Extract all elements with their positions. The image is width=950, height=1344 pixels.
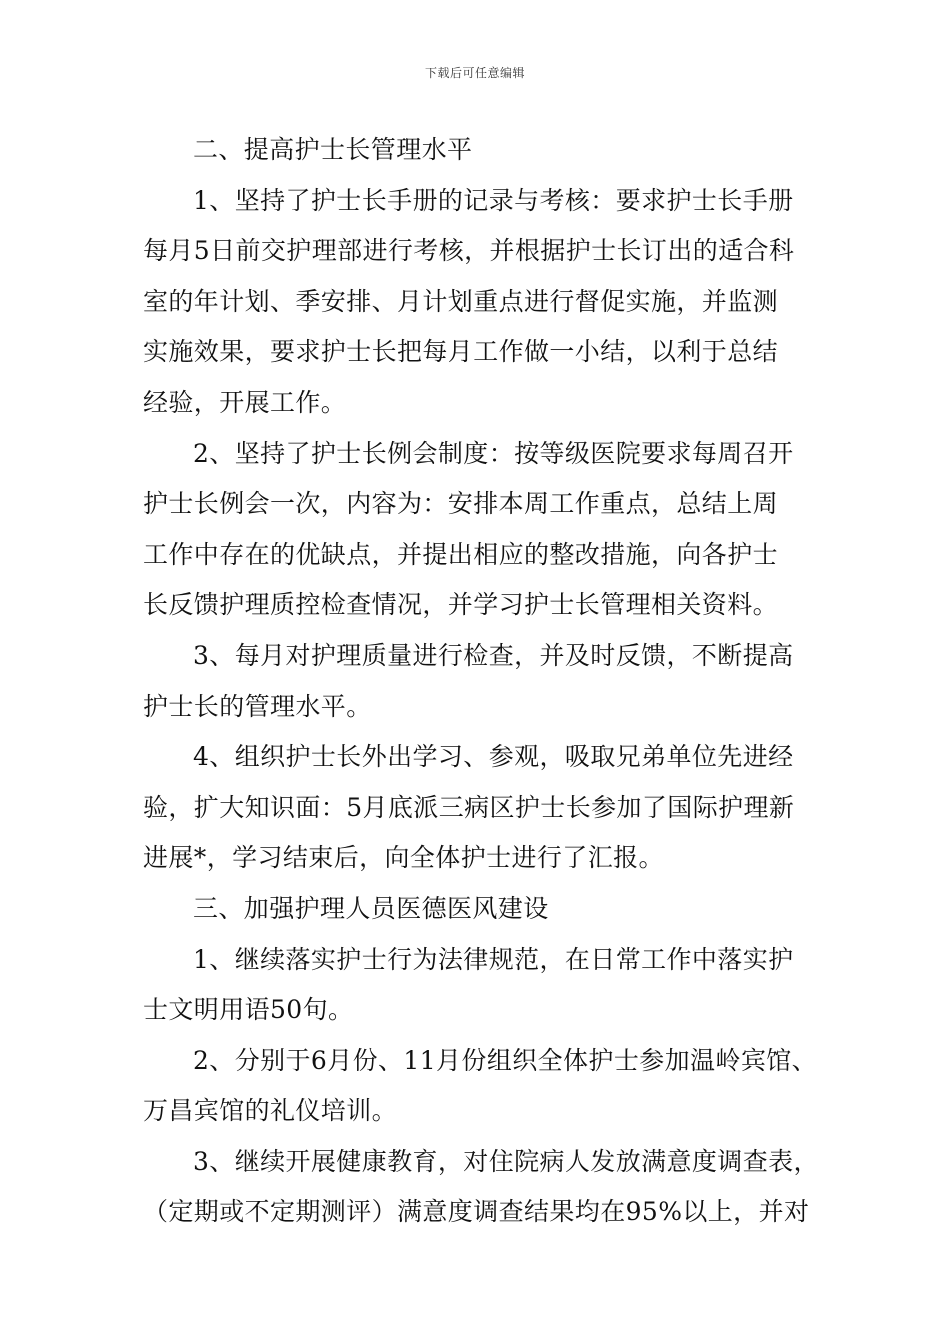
text-line: 室的年计划、季安排、月计划重点进行督促实施，并监测 (143, 286, 779, 316)
text-line: 1、继续落实护士行为法律规范，在日常工作中落实护 (193, 944, 794, 974)
text-line: （定期或不定期测评）满意度调查结果均在95%以上，并对 (143, 1197, 810, 1227)
document-body (143, 125, 843, 1238)
text-line: 2、分别于6月份、11月份组织全体护士参加温岭宾馆、 (193, 1045, 818, 1075)
page-header: 下载后可任意编辑 (424, 66, 525, 80)
text-line: 经验，开展工作。 (143, 387, 347, 417)
paragraph (143, 732, 843, 884)
text-line: 士文明用语50句。 (143, 995, 354, 1025)
text-line: 工作中存在的优缺点，并提出相应的整改措施，向各护士 (143, 539, 779, 569)
text-line: 三、加强护理人员医德医风建设 (193, 893, 549, 923)
text-line: 护士长的管理水平。 (143, 691, 372, 721)
paragraph (143, 125, 843, 176)
text-line: 护士长例会一次，内容为：安排本周工作重点，总结上周 (143, 489, 779, 519)
paragraph (143, 884, 843, 935)
paragraph (143, 1036, 843, 1137)
text-line: 进展*，学习结束后，向全体护士进行了汇报。 (143, 843, 664, 873)
text-line: 2、坚持了护士长例会制度：按等级医院要求每周召开 (193, 438, 794, 468)
text-line: 长反馈护理质控检查情况，并学习护士长管理相关资料。 (143, 590, 779, 620)
text-line: 每月5日前交护理部进行考核，并根据护士长订出的适合科 (143, 236, 795, 266)
paragraph (143, 631, 843, 732)
paragraph (143, 935, 843, 1036)
paragraph (143, 429, 843, 631)
paragraph (143, 1137, 843, 1238)
text-line: 4、组织护士长外出学习、参观，吸取兄弟单位先进经 (193, 742, 794, 772)
text-line: 3、每月对护理质量进行检查，并及时反馈，不断提高 (193, 640, 794, 670)
text-line: 二、提高护士长管理水平 (193, 135, 473, 164)
text-line: 实施效果，要求护士长把每月工作做一小结，以利于总结 (143, 337, 779, 367)
text-line: 万昌宾馆的礼仪培训。 (143, 1096, 398, 1126)
paragraph (143, 176, 843, 429)
text-line: 1、坚持了护士长手册的记录与考核：要求护士长手册 (193, 185, 794, 215)
text-line: 验，扩大知识面：5月底派三病区护士长参加了国际护理新 (143, 792, 795, 822)
text-line: 3、继续开展健康教育，对住院病人发放满意度调查表， (193, 1146, 819, 1176)
